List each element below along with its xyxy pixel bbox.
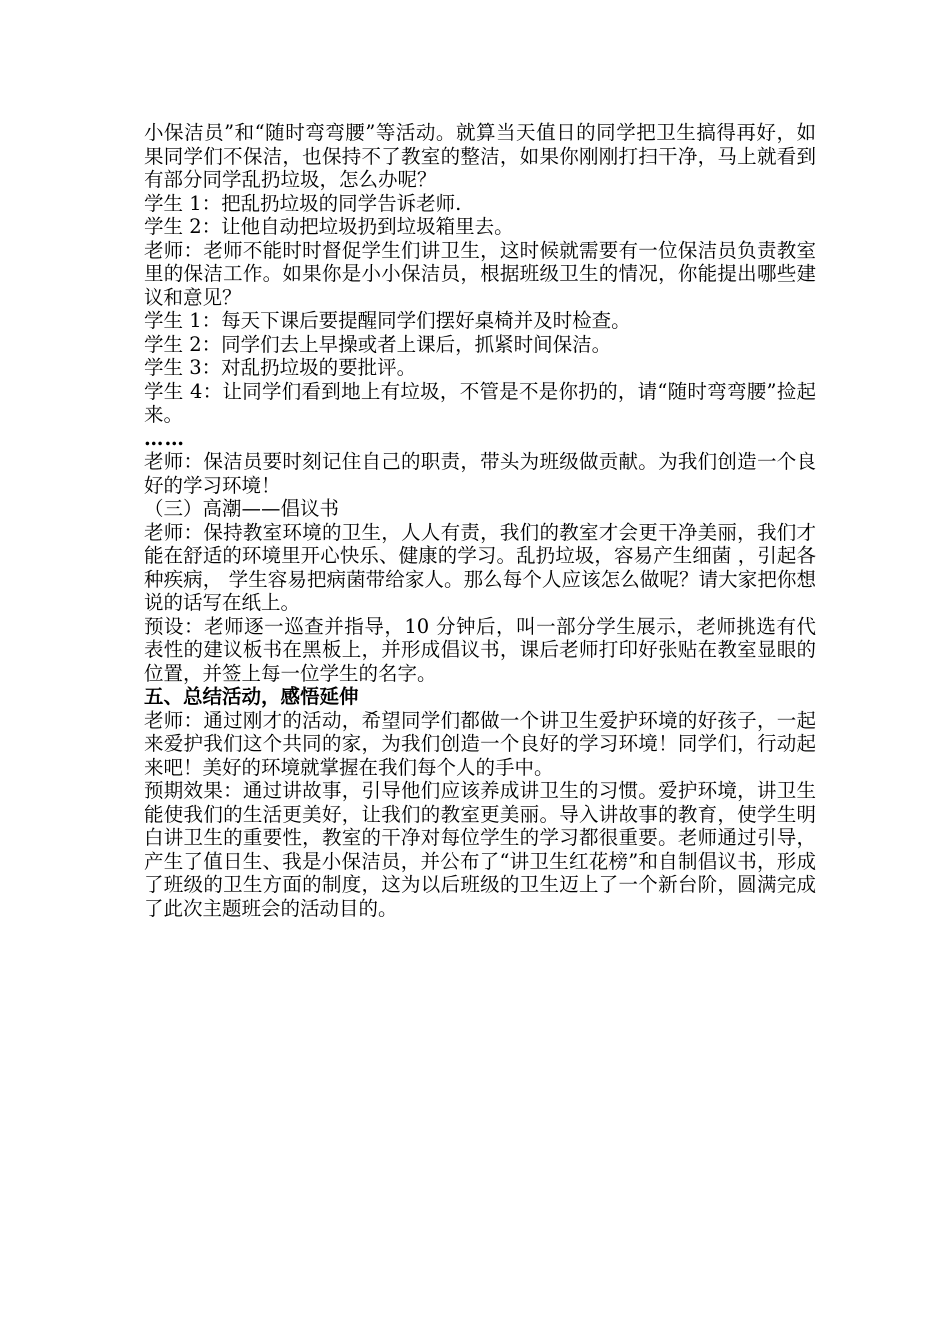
paragraph-student-1: 学生 1：把乱扔垃圾的同学告诉老师. [144, 191, 462, 215]
paragraph-student-2-suggestion: 学生 2：同学们去上早操或者上课后，抓紧时间保洁。 [144, 332, 612, 356]
subheading-climax [144, 497, 816, 521]
paragraph-expected-effect: 预期效果：通过讲故事，引导他们应该养成讲卫生的习惯。爱护环境，讲卫生能使我们的生活更美好，让我们的教室更美丽。导入讲故事的教育，使学生明白讲卫生的重要性，教室的干净对每位学生的学习都很重要。老师通过引导，产生了值日生、我是小保洁员，并公布了“讲卫生红花榜”和自制倡议书，形成了班级的卫生方面的制度，这为以后班级的卫生迈上了一个新台阶，圆满完成了此次主题班会的活动目的。 [144, 779, 816, 920]
paragraph-proposal: 老师：保持教室环境的卫生，人人有责，我们的教室才会更干净美丽，我们才能在舒适的环境里开心快乐、健康的学习。乱扔垃圾，容易产生细菌 ，引起各种疾病， 学生容易把病菌带给家人。那么每个人应该怎么做呢？请大家把你想说的话写在纸上。 [144, 520, 816, 614]
subheading-prefix: （三） [144, 497, 203, 520]
section-heading: 五、总结活动，感悟延伸 [144, 685, 359, 708]
paragraph-teacher-question: 老师：老师不能时时督促学生们讲卫生，这时候就需要有一位保洁员负责教室里的保洁工作。如果你是小小保洁员，根据班级卫生的情况，你能提出哪些建议和意见？ [144, 238, 816, 309]
paragraph-student-4-suggestion: 学生 4：让同学们看到地上有垃圾，不管是不是你扔的，请“随时弯弯腰”捡起来。 [144, 379, 816, 426]
paragraph-student-2: 学生 2：让他自动把垃圾扔到垃圾箱里去。 [144, 215, 514, 238]
paragraph-teacher-summary: 老师：保洁员要时刻记住自己的职责，带头为班级做贡献。为我们创造一个良好的学习环境！ [144, 450, 816, 497]
paragraph-closing: 老师：通过刚才的活动，希望同学们都做一个讲卫生爱护环境的好孩子，一起来爱护我们这个共同的家，为我们创造一个良好的学习环境！同学们，行动起来吧！美好的环境就掌握在我们每个人的手中。 [144, 708, 816, 779]
ellipsis: …… [144, 426, 185, 450]
paragraph-student-3-suggestion: 学生 3：对乱扔垃圾的要批评。 [144, 356, 417, 379]
paragraph-preset: 预设：老师逐一巡查并指导，10 分钟后，叫一部分学生展示，老师挑选有代表性的建议板书在黑板上，并形成倡议书，课后老师打印好张贴在教室显眼的位置，并签上每一位学生的名字。 [144, 614, 816, 685]
document-body [144, 121, 816, 920]
subheading-title: 高潮——倡议书 [202, 497, 340, 520]
paragraph-intro: 小保洁员”和“随时弯弯腰”等活动。就算当天值日的同学把卫生搞得再好，如果同学们不保洁，也保持不了教室的整洁，如果你刚刚打扫干净，马上就看到有部分同学乱扔垃圾，怎么办呢？ [144, 121, 816, 191]
paragraph-student-1-suggestion: 学生 1：每天下课后要提醒同学们摆好桌椅并及时检查。 [144, 309, 631, 332]
